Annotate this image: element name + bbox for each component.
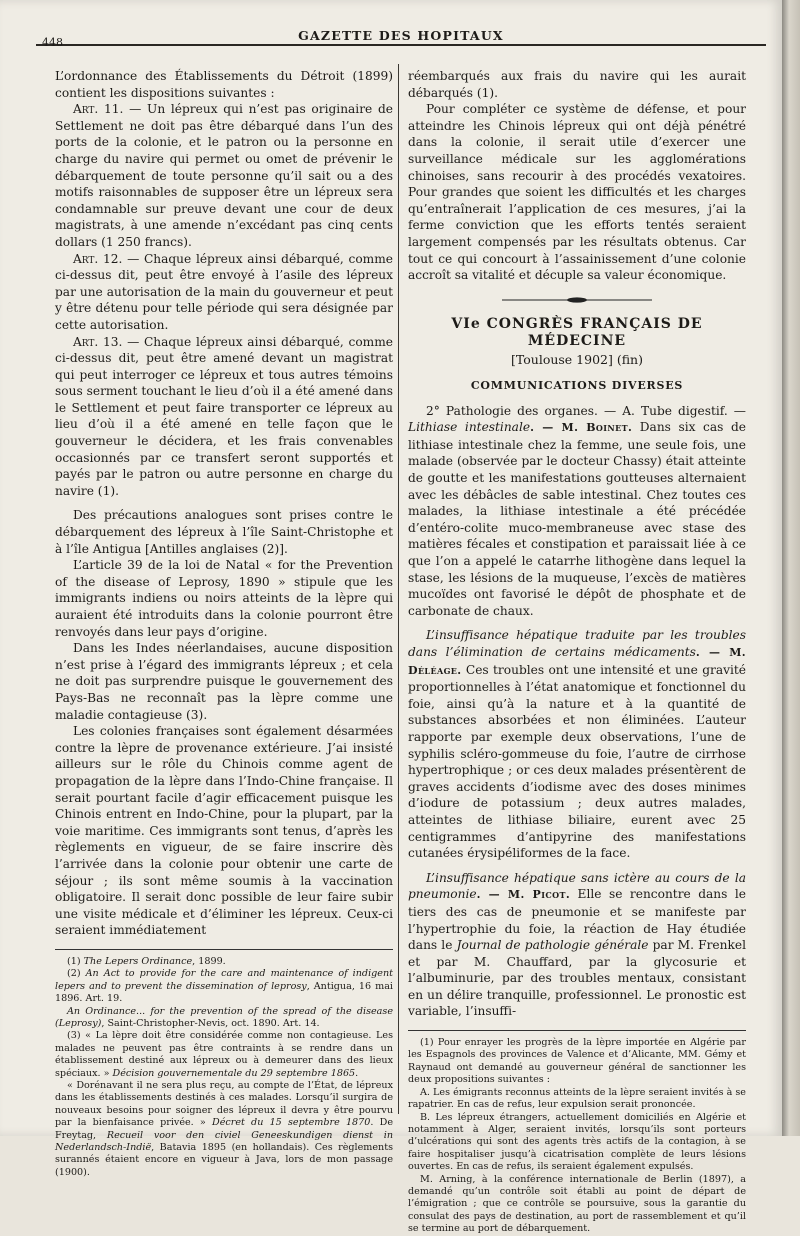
left-column bbox=[55, 68, 393, 1179]
footnote-text: (3) « La lèpre doit être considérée comme non contagieuse. Les malades ne peuvent pas être contraints à se rendre dans un établissement destiné aux lépreux ou à demeurer dans des lieux spéciaux. » bbox=[55, 1030, 393, 1079]
footnote-3 bbox=[55, 1030, 393, 1080]
paragraph: L’article 39 de la loi de Natal « for the Prevention of the disease of Leprosy, 1890 » stipule que les immigrants indiens ou noirs atteints de la lèpre qui auraient été introduits dans la colonie pourront être renvoyés dans leur pays d’origine. bbox=[55, 558, 393, 639]
footnotes bbox=[55, 956, 393, 1179]
page-edge bbox=[782, 0, 800, 1136]
article-label: Art. 12. bbox=[73, 251, 123, 266]
footnote-1: (1) Pour enrayer les progrès de la lèpre importée en Algérie par les Espagnols des provinces de Valence et d’Alicante, MM. Gémy et Raynaud ont demandé au gouverneur général de sanctionner les deux propositions suivantes : bbox=[408, 1037, 746, 1086]
communication-lead: 2° Pathologie des organes. — A. Tube digestif. — bbox=[426, 403, 746, 418]
footnote-2b bbox=[55, 1006, 393, 1031]
article-text: — Chaque lépreux ainsi débarqué, comme ci-dessus dit, peut être amené devant un magistrat qui peut interroger ce lépreux et tous autres témoins sous serment touchant le lieu d’où il a été amené dans le Settlement et peut faire transporter ce lépreux au lieu d’où il a été amené en telle façon que le gouverneur le décidera, et les frais convenables occasionnés par ce transfert seront supportés et payés par le patron ou autre personne en charge du navire (1). bbox=[55, 334, 393, 498]
footnote-a: A. Les émigrants reconnus atteints de la lèpre seraient invités à se rapatrier. En cas de refus, leur expulsion serait prononcée. bbox=[408, 1086, 746, 1111]
article-text: — Un lépreux qui n’est pas originaire de Settlement ne doit pas être débarqué dans l’un des ports de la colonie, et le patron ou la personne en charge du navire qui permet ou omet de prévenir le débarquement de toute personne qu’il sait ou a des motifs raisonnables de supposer être un lépreux sera condamnable sur preuve devant une cour de deux magistrats, à une amende n’excédant pas cinq cents dollars (1 250 francs). bbox=[55, 102, 393, 249]
communication-title: L’insuffisance hépatique traduite par les troubles dans l’élimination de certains médicaments bbox=[408, 628, 746, 659]
communication-3 bbox=[408, 870, 746, 1020]
congress-subtitle: [Toulouse 1902] (fin) bbox=[511, 351, 643, 367]
page-header bbox=[36, 22, 766, 49]
footnote-rule bbox=[408, 1030, 746, 1031]
page-number: 448 bbox=[42, 36, 63, 49]
section-title: COMMUNICATIONS DIVERSES bbox=[470, 379, 684, 393]
footnote-title: An Ordinance... for the prevention of the spread of the disease (Leprosy) bbox=[55, 1005, 393, 1029]
communication-text: Elle se rencontre dans le tiers des cas de pneumonie et se manifeste par l’hypertrophie du foie, la réaction de Hay étudiée dans le bbox=[408, 887, 746, 953]
communication-title: L’insuffisance hépatique sans ictère au cours de la pneumonie bbox=[408, 870, 746, 902]
column-divider bbox=[398, 64, 399, 1114]
footnote-text: , Saint-Christopher-Nevis, oct. 1890. Art. 14. bbox=[101, 1017, 320, 1029]
footnote-title: Décision gouvernementale du 29 septembre 1865 bbox=[112, 1067, 356, 1079]
footnote-number: (1) bbox=[67, 955, 84, 967]
footnote-b: B. Les lépreux étrangers, actuellement domiciliés en Algérie et notamment à Alger, seraient invités, lorsqu’ils sont porteurs d’ulcérations qui sont des agents très actifs de la contagion, à se faire hospitaliser jusqu’à cicatrisation complète de leurs lésions ouvertes. En cas de refus, ils seraient également expulsés. bbox=[408, 1111, 746, 1173]
journal-reference: Journal de pathologie générale bbox=[456, 938, 649, 953]
right-column bbox=[408, 68, 746, 1236]
footnote-title: The Lepers Ordinance bbox=[83, 955, 193, 967]
footnote-c: M. Arning, à la conférence internationale de Berlin (1897), a demandé qu’un contrôle soit établi au point de départ de l’émigration ; que ce contrôle se poursuive, sous la garantie du consulat des pays de destination, au port de rassemblement et qu’il se termine au port de débarquement. bbox=[408, 1173, 746, 1235]
communication-author: . — M. Boinet. bbox=[530, 421, 633, 435]
footnote-2 bbox=[55, 968, 393, 1005]
ornament-divider bbox=[408, 292, 746, 309]
communication-author: . — M. Picot. bbox=[476, 888, 571, 902]
paragraph: Dans les Indes néerlandaises, aucune disposition n’est prise à l’égard des immigrants lépreux ; et cela ne doit pas surprendre puisque le gouvernement des Pays-Bas ne reconnaît pas la lèpre comme une maladie contagieuse (3). bbox=[55, 641, 393, 722]
article-label: Art. 13. bbox=[73, 334, 123, 349]
footnotes bbox=[408, 1037, 746, 1236]
footnote-1 bbox=[55, 956, 393, 968]
communication-text: par M. Frenkel et par M. Chauffard, par la glycosurie et l’albuminurie, par des troubles mentaux, consistant en un délire tranquille, professionnel. Le pronostic est variable, l’insuffi- bbox=[408, 938, 746, 1019]
footnote-number: (2) bbox=[67, 968, 86, 980]
article-13 bbox=[55, 334, 393, 500]
paragraph: Des précautions analogues sont prises contre le débarquement des lépreux à l’île Saint-Christophe et à l’île Antigua [Antilles anglaises (2)]. bbox=[55, 508, 393, 556]
paragraph: Les colonies françaises sont également désarmées contre la lèpre de provenance extérieure. J’ai insisté ailleurs sur le rôle du Chinois comme agent de propagation de la lèpre dans l’Indo-Chine française. Il serait pourtant facile d’agir efficacement puisque les Chinois entrent en Indo-Chine, pour la plupart, par la voie maritime. Ces immigrants sont tenus, d’après les règlements en vigueur, de se faire inscrire dès l’arrivée dans la colonie pour obtenir une carte de séjour ; ils sont même soumis à la vaccination obligatoire. Il serait donc possible de leur faire subir une visite médicale et d’éliminer les lépreux. Ceux-ci seraient immédiatement bbox=[55, 724, 393, 938]
article-11 bbox=[55, 101, 393, 250]
footnote-title: Décret du 15 septembre 1870 bbox=[212, 1117, 371, 1129]
footnote-text: , Antigua, 16 mai 1896. Art. 19. bbox=[55, 980, 393, 1005]
footnote-title: An Act to provide for the care and maintenance of indigent lepers and to prevent the dissemination of leprosy bbox=[55, 968, 393, 992]
ornament-rule-icon bbox=[502, 296, 652, 304]
communication-2 bbox=[408, 627, 746, 861]
footnote-title: Recueil voor den civiel Geneeskundigen dienst in Nederlandsch-Indië bbox=[55, 1129, 393, 1153]
article-label: Art. 11. bbox=[73, 102, 124, 117]
footnote-3-cont bbox=[55, 1080, 393, 1179]
communication-1 bbox=[408, 403, 746, 620]
article-text: — Chaque lépreux ainsi débarqué, comme ci-dessus dit, peut être envoyé à l’asile des lépreux par une autorisation de la main du gouverneur et peut y être détenu pour telle période qui sera désignée par cette autorisation. bbox=[55, 251, 393, 332]
paragraph: Pour compléter ce système de défense, et pour atteindre les Chinois lépreux qui ont déjà pénétré dans la colonie, il serait utile d’exercer une surveillance médicale sur les agglomérations chinoises, sans recourir à des procédés vexatoires. Pour grandes que soient les difficultés et les charges qu’entraînerait l’application de ces mesures, j’ai la ferme conviction que les efforts tentés seraient largement compensés par les résultats obtenus. Car tout ce qui concourt à l’assainissement d’une colonie accroît sa vitalité et décuple sa valeur économique. bbox=[408, 102, 746, 283]
communication-text: Dans six cas de lithiase intestinale chez la femme, une seule fois, une malade (observée par le docteur Chassy) était atteinte de goutte et les manifestations goutteuses alternaient avec les débâcles de sable intestinal. Chez toutes ces malades, la lithiase intestinale a été précédée d’entéro-colite muco-membraneuse avec stase des matières fécales et constipation et paraissait liée à ce que l’on a appelé le catarrhe lithogène dans lequel la stase, les lésions de la muqueuse, l’excès de matières mucoïdes ont favorisé le dépôt de phosphate et de carbonate de chaux. bbox=[408, 420, 746, 618]
footnote-text: , 1899. bbox=[192, 955, 226, 967]
communication-text: Ces troubles ont une intensité et une gravité proportionnelles à l’état anatomique et fonctionnel du foie, ainsi qu’à la nature et à la quantité de substances absorbées et non éliminées. L’auteur rapporte par exemple deux observations, l’une de syphilis scléro-gommeuse du foie, l’autre de cirrhose hypertrophique ; or ces deux malades présentèrent de graves accidents d’iodisme avec des doses minimes d’iodure de potassium ; deux autres malades, atteintes de lithiase biliaire, eurent avec 25 centigrammes d’antipyrine des manifestations cutanées érysipéliformes de la face. bbox=[408, 662, 746, 861]
footnote-text: , Batavia 1895 (en hollandais). Ces règlements surannés étaient encore en vigueur à Java, lors de mon passage (1900). bbox=[55, 1141, 393, 1178]
article-12 bbox=[55, 251, 393, 334]
paragraph: L’ordonnance des Établissements du Détroit (1899) contient les dispositions suivantes : bbox=[55, 69, 393, 100]
paragraph: réembarqués aux frais du navire qui les aurait débarqués (1). bbox=[408, 69, 746, 100]
communication-author: . — M. Déléage. bbox=[408, 646, 746, 677]
congress-title: VIe CONGRÈS FRANÇAIS DE MÉDECINE bbox=[451, 316, 703, 349]
footnote-text: . De Freytag, bbox=[55, 1117, 393, 1141]
communication-title: Lithiase intestinale bbox=[408, 420, 531, 435]
journal-title: GAZETTE DES HOPITAUX bbox=[298, 28, 504, 43]
footnote-rule bbox=[55, 949, 393, 950]
footnote-text: « Dorénavant il ne sera plus reçu, au compte de l’État, de lépreux dans les établissements destinés à ces malades. Lorsqu’il surgira de nouveaux besoins pour soigner des lépreux il devra y être pourvu par la bienfaisance privée. » bbox=[55, 1079, 393, 1129]
footnote-text: . bbox=[355, 1067, 359, 1079]
